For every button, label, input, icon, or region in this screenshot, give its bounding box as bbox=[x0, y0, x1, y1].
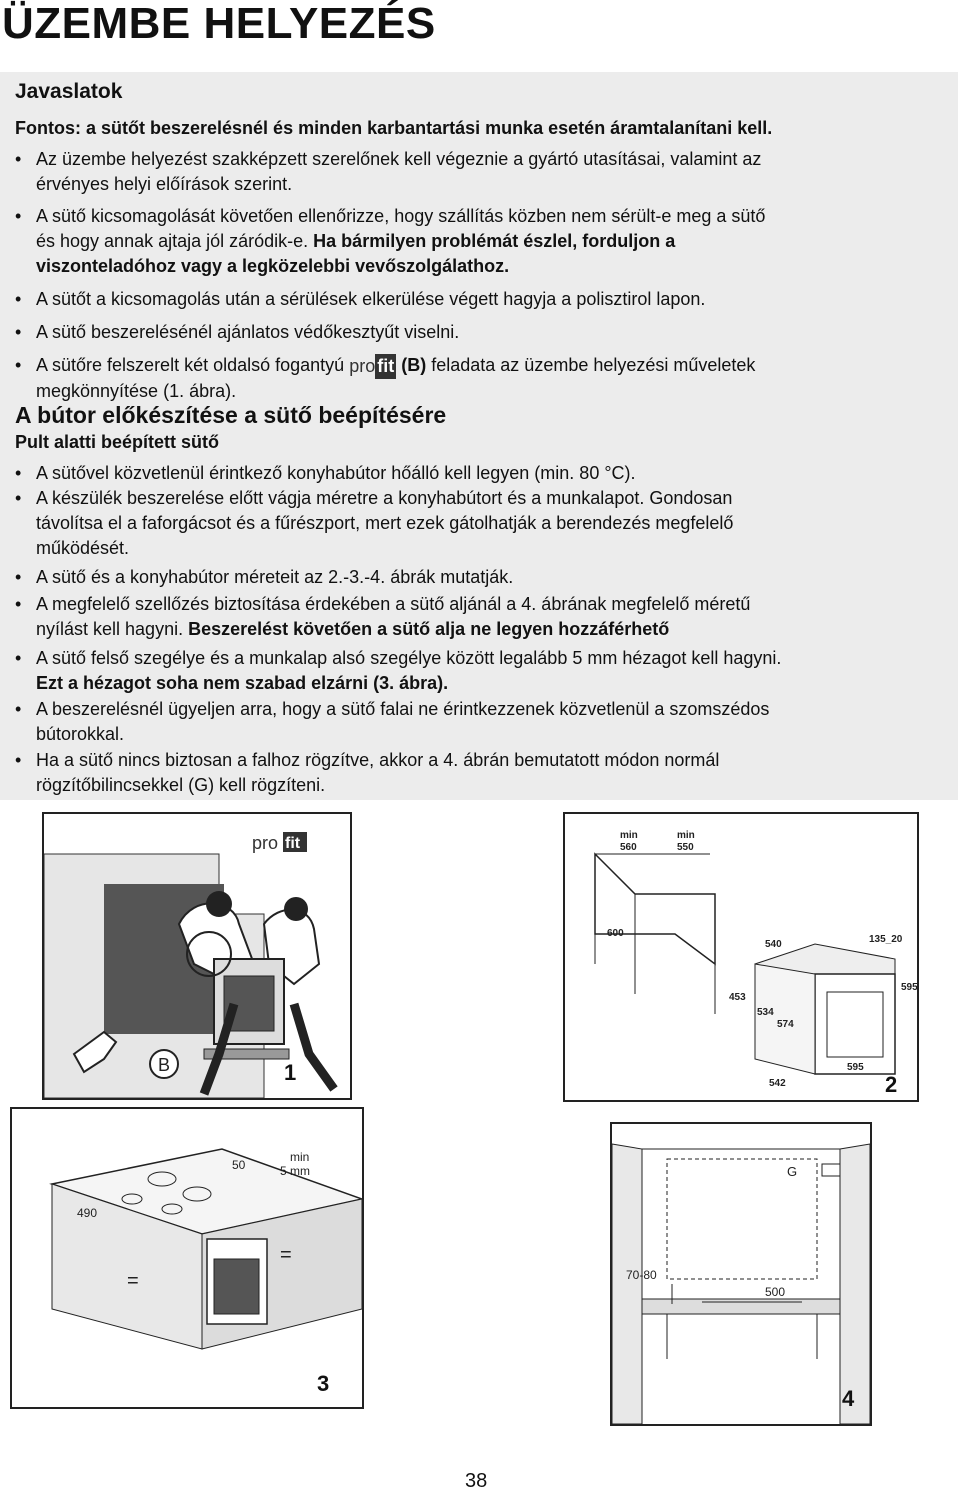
list-item-line: A sütőt a kicsomagolás után a sérülések elkerülése végett hagyja a polisztirol lapon. bbox=[36, 289, 706, 309]
bullet-dot: • bbox=[15, 648, 22, 668]
profit-logo-fit: fit bbox=[285, 835, 301, 852]
dim-label-542: 542 bbox=[769, 1078, 786, 1089]
dim-label-574: 574 bbox=[777, 1019, 794, 1030]
bullet-dot: • bbox=[15, 322, 22, 342]
list-item bbox=[36, 646, 946, 696]
list-item bbox=[36, 353, 946, 404]
list-item bbox=[36, 461, 946, 486]
dim-label-534: 534 bbox=[757, 1007, 774, 1018]
dim-label-70-80: 70-80 bbox=[626, 1268, 657, 1282]
section-heading-furniture: A bútor előkészítése a sütő beépítésére bbox=[15, 402, 447, 428]
logo-pro-text: pro bbox=[349, 355, 376, 376]
list-item-line: megkönnyítése (1. ábra). bbox=[36, 380, 237, 401]
page-number: 38 bbox=[465, 1470, 488, 1492]
list-item bbox=[36, 287, 946, 312]
bullet-dot: • bbox=[15, 149, 22, 169]
list-item bbox=[36, 697, 946, 747]
list-item-text: nyílást kell hagyni. bbox=[36, 619, 189, 639]
list-item-line: Ha a sütő nincs biztosan a falhoz rögzítve, akkor a 4. ábrán bemutatott módon normál bbox=[36, 750, 720, 770]
list-item-line: A beszerelésnél ügyeljen arra, hogy a sütő falai ne érintkezzenek közvetlenül a szomszédos bbox=[36, 699, 770, 719]
figure-3-gap bbox=[10, 1107, 364, 1409]
dim-label-600: 600 bbox=[607, 928, 624, 939]
bullet-dot: • bbox=[15, 488, 22, 508]
list-item bbox=[36, 320, 946, 345]
list-item-text: A sütőre felszerelt két oldalsó fogantyú bbox=[36, 355, 345, 375]
figure-number: 2 bbox=[885, 1072, 898, 1097]
dim-label-490: 490 bbox=[77, 1206, 98, 1220]
equal-spacing-mark: = bbox=[127, 1270, 139, 1292]
list-item-line bbox=[36, 229, 946, 254]
list-item-line: távolítsa el a faforgácsot és a fűrészport, mert ezek gátolhatják a berendezés megfelelő bbox=[36, 513, 734, 533]
figure-4-ventilation bbox=[610, 1122, 872, 1426]
list-item-emphasis: Ezt a hézagot soha nem szabad elzárni (3. ábra). bbox=[36, 673, 449, 693]
list-item-line: Az üzembe helyezést szakképzett szerelőnek kell végeznie a gyártó utasításai, valamint az bbox=[36, 149, 762, 169]
list-item bbox=[36, 592, 946, 642]
bullet-dot: • bbox=[15, 289, 22, 309]
list-item-emphasis: viszonteladóhoz vagy a legközelebbi vevőszolgálathoz. bbox=[36, 256, 510, 276]
list-item bbox=[36, 147, 946, 197]
bullet-dot: • bbox=[15, 206, 22, 226]
equal-spacing-mark: = bbox=[280, 1244, 292, 1266]
dim-label-5mm: 5 mm bbox=[280, 1164, 310, 1178]
dim-label-540: 540 bbox=[765, 939, 782, 950]
bullet-dot: • bbox=[15, 567, 22, 587]
list-item-emphasis: Ha bármilyen problémát észlel, forduljon a bbox=[313, 231, 676, 251]
bullet-dot: • bbox=[15, 699, 22, 719]
subsection-heading: Pult alatti beépített sütő bbox=[15, 432, 220, 452]
list-item-line bbox=[36, 353, 946, 379]
dim-label-min: min bbox=[290, 1150, 310, 1164]
dim-label-550: 550 bbox=[677, 842, 694, 853]
handle-marker-b: B bbox=[158, 1055, 171, 1075]
list-item-line: A sütő beszerelésénél ajánlatos védőkesztyűt viselni. bbox=[36, 322, 460, 342]
list-item-line: A megfelelő szellőzés biztosítása érdekében a sütő aljánál a 4. ábrának megfelelő méretű bbox=[36, 594, 751, 614]
bullet-dot: • bbox=[15, 355, 22, 375]
list-item-line: A sütő kicsomagolását követően ellenőrizze, hogy szállítás közben nem sérült-e meg a sütő bbox=[36, 206, 766, 226]
figure-2-illustration bbox=[565, 814, 917, 1100]
dim-label-500: 500 bbox=[765, 1285, 786, 1299]
dim-label-560: 560 bbox=[620, 842, 637, 853]
list-item-line: rögzítőbilincsekkel (G) kell rögzíteni. bbox=[36, 775, 326, 795]
list-item bbox=[36, 748, 946, 798]
dim-label-50: 50 bbox=[232, 1158, 246, 1172]
figure-2-dimensions bbox=[563, 812, 919, 1102]
list-item-emphasis: Beszerelést követően a sütő alja ne legyen hozzáférhető bbox=[188, 619, 670, 639]
dim-label-135-20: 135_20 bbox=[869, 934, 903, 945]
figure-3-illustration bbox=[12, 1109, 362, 1407]
important-note: Fontos: a sütőt beszerelésnél és minden karbantartási munka esetén áramtalanítani kell. bbox=[15, 118, 773, 138]
figure-4-illustration bbox=[612, 1124, 870, 1424]
list-item-line: A sütővel közvetlenül érintkező konyhabútor hőálló kell legyen (min. 80 °C). bbox=[36, 463, 636, 483]
list-item-line: A készülék beszerelése előtt vágja méretre a konyhabútort és a munkalapot. Gondosan bbox=[36, 488, 733, 508]
profit-logo bbox=[349, 354, 396, 379]
figure-number: 1 bbox=[284, 1060, 297, 1085]
figure-1-illustration bbox=[44, 814, 350, 1098]
bullet-dot: • bbox=[15, 463, 22, 483]
list-item-line: bútorokkal. bbox=[36, 724, 125, 744]
dim-label-595: 595 bbox=[847, 1062, 864, 1073]
logo-fit-text: fit bbox=[375, 354, 396, 379]
figure-number: 3 bbox=[317, 1371, 330, 1396]
list-item-text: feladata az üzembe helyezési műveletek bbox=[426, 355, 756, 375]
page-title: ÜZEMBE HELYEZÉS bbox=[2, 0, 436, 48]
figure-1-lifting-oven bbox=[42, 812, 352, 1100]
list-item bbox=[36, 486, 946, 561]
list-item-emphasis: (B) bbox=[401, 355, 427, 375]
dim-label-453: 453 bbox=[729, 992, 746, 1003]
profit-logo-pro: pro bbox=[252, 833, 279, 853]
clamp-marker-g: G bbox=[787, 1164, 798, 1179]
list-item-line: érvényes helyi előírások szerint. bbox=[36, 174, 293, 194]
list-item-line: A sütő és a konyhabútor méreteit az 2.-3.-4. ábrák mutatják. bbox=[36, 567, 514, 587]
dim-label-min: min bbox=[677, 830, 695, 841]
list-item bbox=[36, 204, 946, 279]
dim-label-595: 595 bbox=[901, 982, 917, 993]
list-item-text: és hogy annak ajtaja jól záródik-e. bbox=[36, 231, 314, 251]
bullet-dot: • bbox=[15, 594, 22, 614]
section-heading-recommendations: Javaslatok bbox=[15, 80, 123, 103]
dim-label-min: min bbox=[620, 830, 638, 841]
list-item-line bbox=[36, 617, 946, 642]
figure-number: 4 bbox=[842, 1386, 855, 1411]
list-item bbox=[36, 565, 946, 590]
list-item-line: A sütő felső szegélye és a munkalap alsó szegélye között legalább 5 mm hézagot kell hagyni. bbox=[36, 648, 782, 668]
list-item-line: működését. bbox=[36, 538, 130, 558]
bullet-dot: • bbox=[15, 750, 22, 770]
